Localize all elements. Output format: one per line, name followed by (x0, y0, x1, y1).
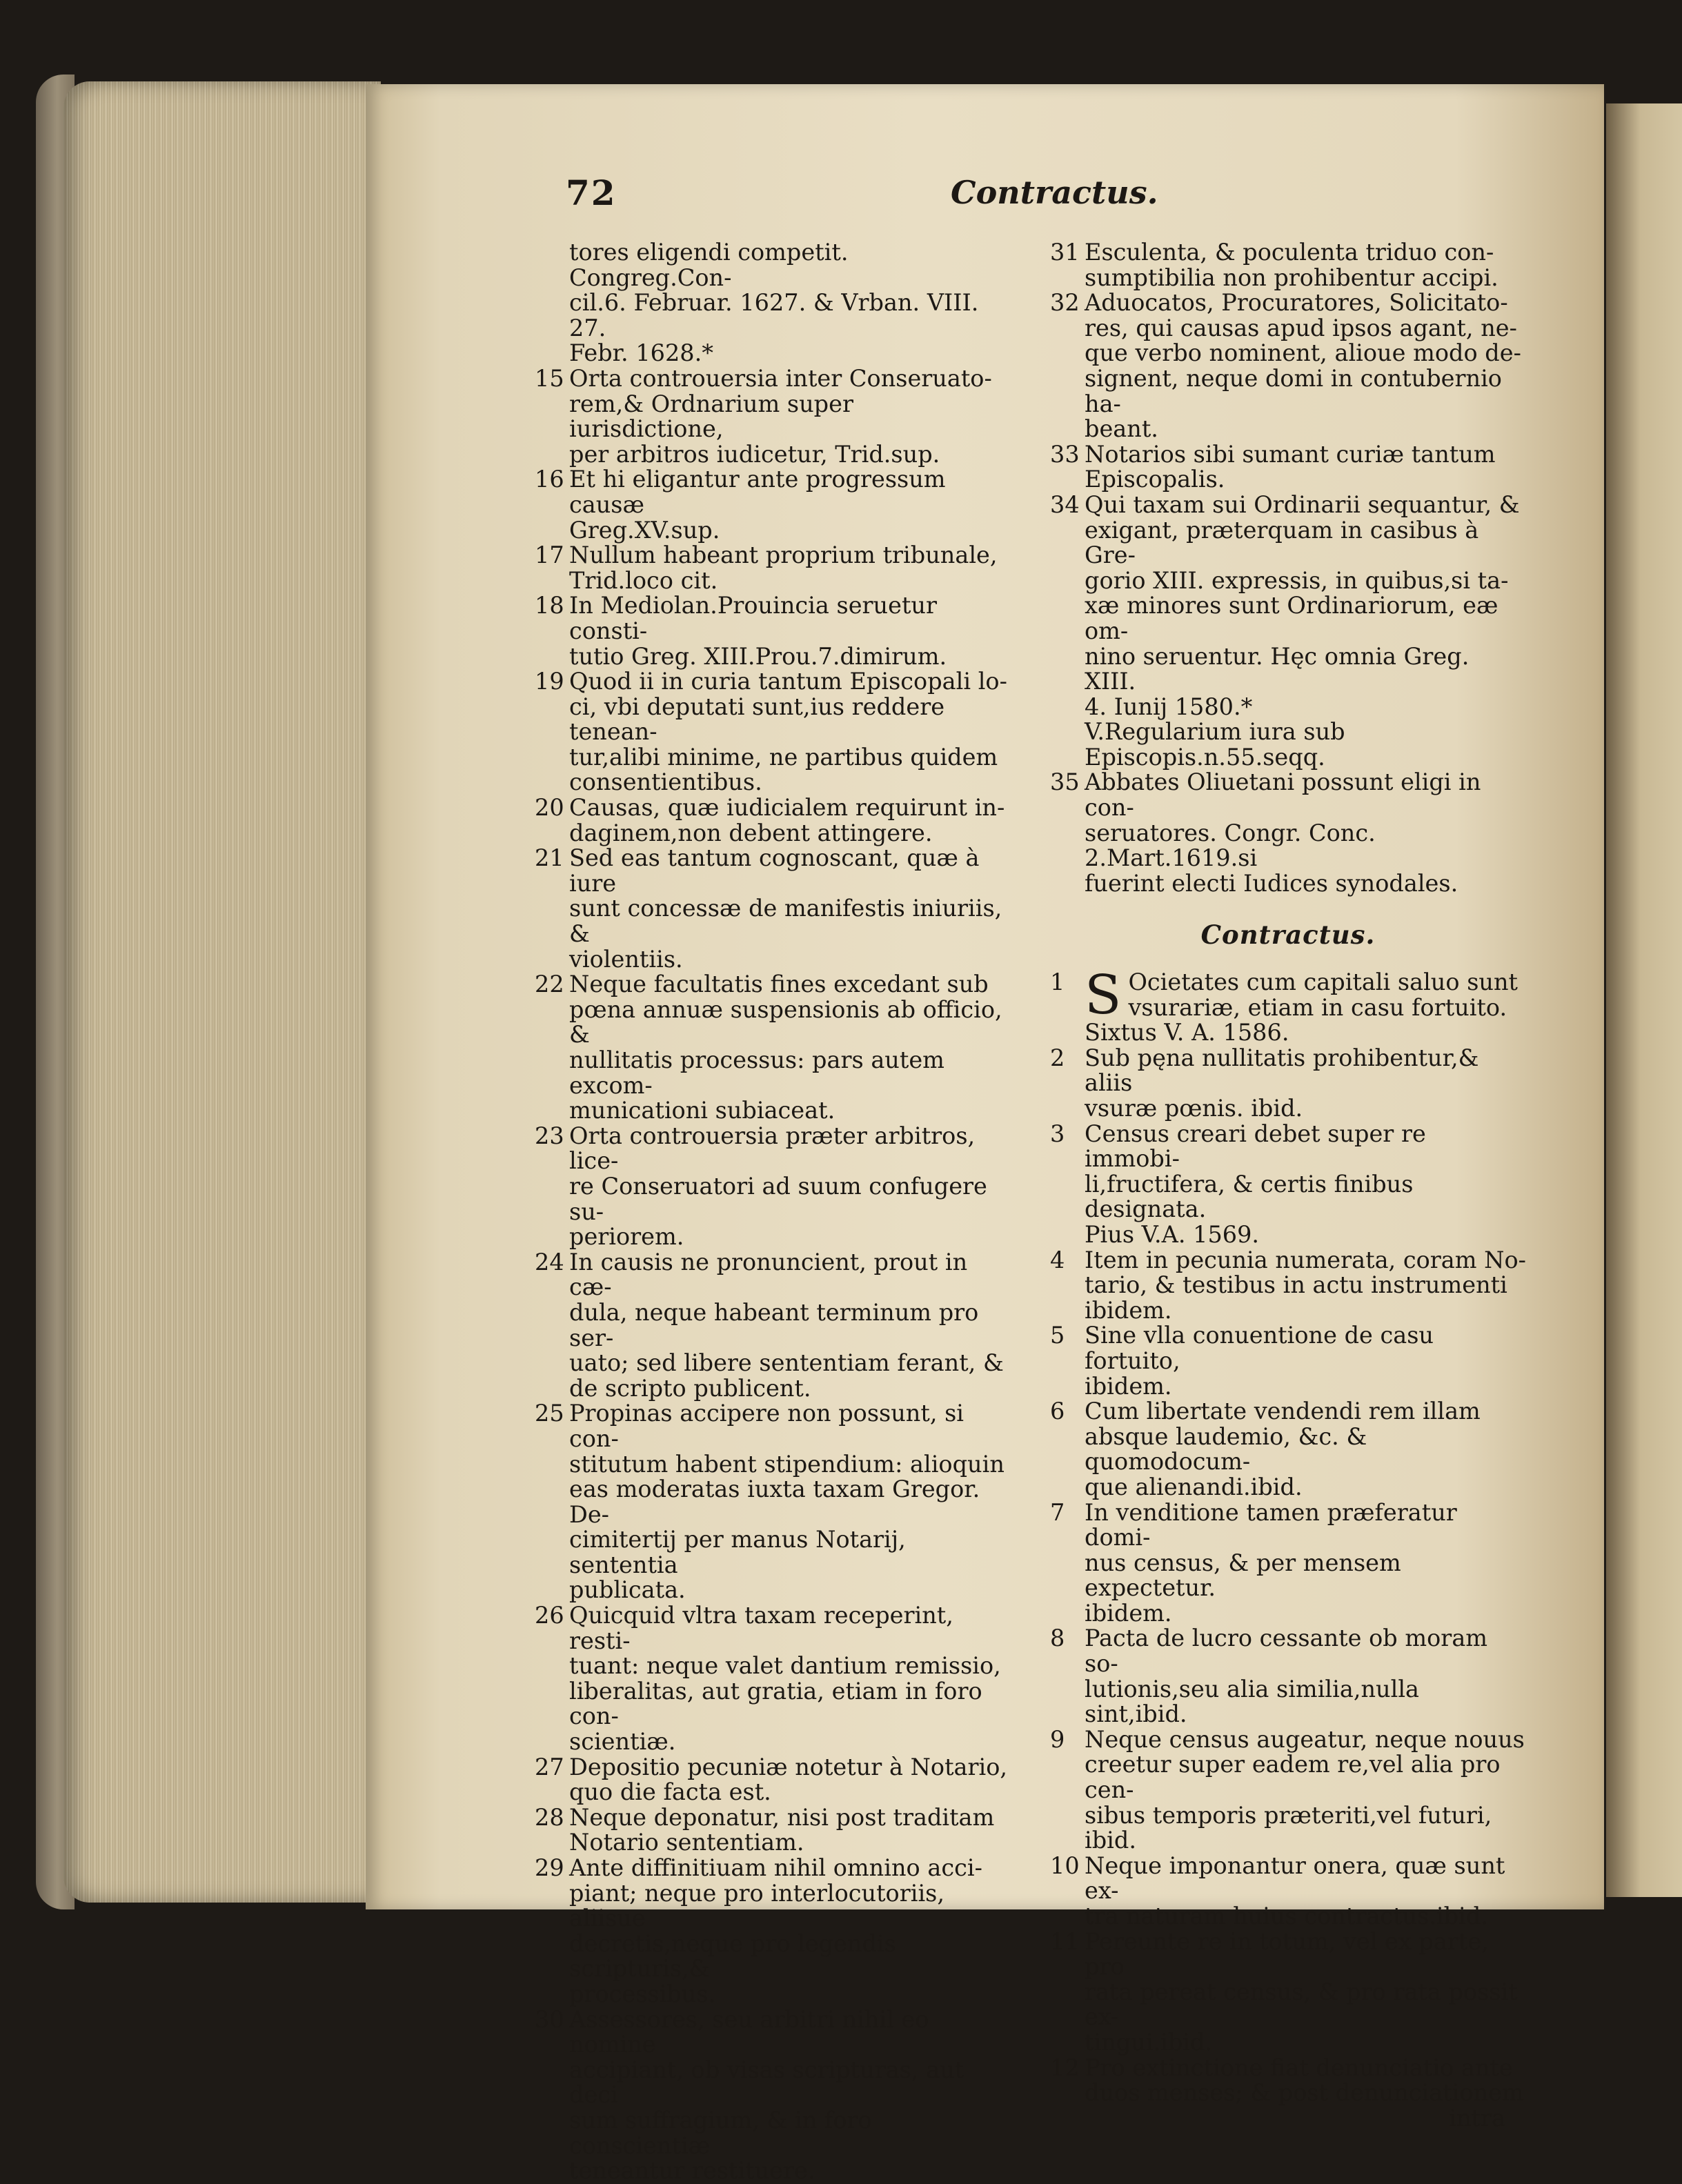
entry-number: 8 (1050, 1625, 1065, 1652)
left-entry (535, 972, 1011, 1124)
entry-line: nus census, & per mensem expectetur. (1085, 1549, 1401, 1602)
entry-number: 32 (1050, 289, 1080, 317)
entry-line: Sub pęna nullitatis prohibentur,& aliis (1085, 1044, 1479, 1097)
right-entry (1050, 442, 1526, 493)
page-number: 72 (566, 172, 617, 213)
page-block-edges (63, 81, 381, 1903)
entry-line: de scripto publicent. (569, 1374, 811, 1402)
entry-line: stitutum habent stipendium: alioquin (569, 1450, 1005, 1478)
entry-line: Propinas accipere non possunt, si con- (569, 1400, 964, 1452)
continuation-line: cil.6. Februar. 1627. & Vrban. VIII. 27. (569, 289, 979, 341)
entry-line: Pereunte re in totum, vel ex parte, pro (1085, 1927, 1489, 1981)
entry-line: beant. (1085, 415, 1158, 443)
entry-number: 34 (1050, 490, 1080, 518)
entry-line: li,fructifera, & certis finibus designata. (1085, 1170, 1414, 1223)
entry-number: 22 (535, 971, 564, 998)
left-entry (535, 795, 1011, 846)
entry-number: 9 (1050, 1725, 1065, 1753)
contractus-entry (1050, 964, 1526, 1046)
entry-line: eas moderatas iuxta taxam Gregor. De- (569, 1476, 980, 1528)
entry-line: piant; neque pro interlocutoriis, aliisue (569, 1879, 944, 1932)
entry-line: rata pereat census, & pro rata possit ex- (1085, 1978, 1518, 2031)
entry-line: cimitertij per manus Notarij, sententia (569, 1526, 906, 1578)
entry-line: ibidem. (1085, 1599, 1172, 1627)
entry-line: Pacta de lucro cessante ob moram so- (1085, 1625, 1488, 1678)
entry-line: lutionis,seu alia similia,nulla sint,ibid. (1085, 1675, 1420, 1728)
entry-line: publicata. (569, 1576, 686, 1604)
entry-number: 18 (535, 592, 564, 619)
entry-number: 20 (535, 794, 564, 822)
left-entry (535, 669, 1011, 795)
contractus-entry (1050, 1626, 1526, 1727)
entry-line: absque laudemio, &c. & quomodocum- (1085, 1422, 1367, 1476)
entry-line: Trid.loco cit. (569, 566, 718, 594)
entry-number: 29 (535, 1854, 564, 1881)
contractus-entry (1050, 1399, 1526, 1500)
entry-line: Item in pecunia numerata, coram No- (1085, 1246, 1526, 1273)
entry-line: Neque imponantur onera, quæ sunt ex- (1085, 1852, 1505, 1905)
entry-number: 33 (1050, 440, 1080, 468)
entry-line: tingui.ibid. (1085, 2028, 1213, 2056)
entry-line: Neque deponatur, nisi post traditam (569, 1803, 995, 1831)
entry-number: 35 (1050, 768, 1080, 796)
page-header-title: Contractus. (951, 174, 1158, 211)
entry-line: dula, neque habeant terminum pro ser- (569, 1298, 979, 1351)
entry-number: 25 (535, 1400, 564, 1427)
entry-number: 27 (535, 1753, 564, 1780)
entry-number: 26 (535, 1602, 564, 1629)
continuation-line: tores eligendi competit. Congreg.Con- (569, 239, 849, 291)
entry-number: 3 (1050, 1120, 1065, 1147)
entry-line: sum suffragium, & in foro conscientiæ (569, 2106, 872, 2159)
left-column (535, 240, 1011, 2184)
left-entry (535, 2007, 1011, 2184)
entry-number: 12 (1050, 2054, 1080, 2081)
entry-line: ibidem. (1085, 1372, 1172, 1400)
entry-number: 19 (535, 668, 564, 695)
right-column (1050, 240, 1526, 2131)
entry-number: 4 (1050, 1246, 1065, 1273)
entry-line: scientiæ. (569, 1728, 676, 1756)
entry-line: Notarios sibi sumant curiæ tantum (1085, 440, 1496, 468)
section-title: Contractus. (1200, 920, 1376, 951)
left-entry (535, 1603, 1011, 1755)
entry-line: V.Regularium iura sub Episcopis.n.55.seqq. (1085, 718, 1345, 771)
entry-number: 17 (535, 542, 564, 569)
drop-capital: S (1085, 964, 1122, 1027)
entry-line: decretis,neque pro legendis scripturis,& (569, 1929, 896, 1983)
entry-line: municationi subiaceat. (569, 1097, 835, 1124)
entry-line: vsurariæ, etiam in casu fortuito. (1128, 993, 1507, 1021)
entry-line: vsuræ pœnis. ibid. (1085, 1095, 1303, 1122)
entry-number: 24 (535, 1248, 564, 1275)
entry-line: que alienandi.ibid. (1085, 1473, 1303, 1500)
entry-number: 23 (535, 1122, 564, 1149)
entry-line: tur,alibi minime, ne partibus quidem (569, 743, 998, 771)
entry-line: Sed eas tantum cognoscant, quæ à iure (569, 844, 980, 897)
entry-line: violentiis. (569, 945, 683, 973)
entry-line: accipiant, ob visas scripturas, aut deci (569, 2056, 964, 2109)
entry-line: 4. Iunij 1580.* (1085, 693, 1253, 720)
entry-line: rem,& Ordnarium super iurisdictione, (569, 390, 853, 443)
entry-line: exigant, præterquam in casibus à Gre- (1085, 516, 1479, 569)
left-entry (535, 1401, 1011, 1603)
left-entry (535, 1250, 1011, 1402)
contractus-entry (1050, 1727, 1526, 1854)
entry-number: 31 (1050, 239, 1080, 266)
entry-line: duos menses; & post denunciationem (1085, 2079, 1524, 2107)
entry-line: nino seruentur. Hęc omnia Greg. XIII. (1085, 642, 1470, 695)
entry-number: 6 (1050, 1398, 1065, 1425)
entry-line: Sixtus V. A. 1586. (1085, 1019, 1289, 1046)
entry-line: uato; sed libere sententiam ferant, & (569, 1349, 1004, 1377)
entry-line: xæ minores sunt Ordinariorum, eæ om- (1085, 592, 1498, 644)
contractus-entry (1050, 1122, 1526, 1248)
entry-line: res, qui causas apud ipsos agant, ne- (1085, 314, 1517, 341)
entry-line: Abbates Oliuetani possunt eligi in con- (1085, 768, 1481, 822)
entry-line: seruatores. Congr. Conc. 2.Mart.1619.si (1085, 819, 1376, 872)
entry-line: Quod ii in curia tantum Episcopali lo- (569, 668, 1007, 695)
entry-line: Episcopalis. (1085, 466, 1225, 493)
left-entry (535, 846, 1011, 972)
entry-line: Ocietates cum capitali saluo sunt (1128, 969, 1518, 996)
right-entry (1050, 240, 1526, 290)
entry-line: In causis ne pronuncient, prout in cæ- (569, 1248, 968, 1301)
entry-line: pœna annuæ suspensionis ab officio, & (569, 995, 1002, 1049)
continuation-line: Febr. 1628.* (569, 339, 713, 367)
entry-line: sumptibilia non prohibentur accipi. (1085, 264, 1498, 291)
entry-line: quo die facta est. (569, 1778, 771, 1806)
entry-number: 11 (1050, 1927, 1080, 1955)
entry-line: Sine vlla conuentione de casu fortuito, (1085, 1322, 1434, 1374)
entry-line: Orta controuersia inter Conseruato- (569, 364, 992, 392)
entry-line: per arbitros iudicetur, Trid.sup. (569, 440, 940, 468)
right-entry (1050, 770, 1526, 896)
entry-line: fuerint electi Iudices synodales. (1085, 869, 1458, 897)
right-entry (1050, 290, 1526, 442)
contractus-entry (1050, 1500, 1526, 1627)
entry-line: tutio Greg. XIII.Prou.7.dimirum. (569, 642, 947, 670)
entry-line: Esculenta, & poculenta triduo con- (1085, 239, 1494, 266)
entry-line: creetur super eadem re,vel alia pro cen- (1085, 1751, 1501, 1804)
contractus-entry (1050, 1929, 1526, 2056)
entry-number: 5 (1050, 1322, 1065, 1349)
entry-line: que verbo nominent, alioue modo de- (1085, 339, 1521, 367)
entry-line: ibidem. (1085, 1296, 1172, 1324)
entry-line: Orta controuersia præter arbitros, lice- (569, 1122, 976, 1175)
entry-number: 21 (535, 844, 564, 872)
facing-page-edge (1606, 103, 1682, 1897)
contractus-entry (1050, 1323, 1526, 1399)
entry-line: Causas, quæ iudicialem requirunt in- (569, 794, 1005, 822)
entry-line: Pius V.A. 1569. (1085, 1220, 1260, 1248)
contractus-entry (1050, 1248, 1526, 1324)
entry-number: 7 (1050, 1498, 1065, 1526)
entry-line: nullitatis processus: pars autem excom- (569, 1046, 944, 1099)
entry-line: ci, vbi deputati sunt,ius reddere tenean- (569, 693, 945, 746)
catchword: intra (1449, 2104, 1505, 2132)
left-entry (535, 366, 1011, 467)
entry-line: Qui taxam sui Ordinarii sequantur, & (1085, 490, 1520, 518)
entry-line: sunt concessæ de manifestis iniuriis, & (569, 895, 1002, 948)
entry-line: Quicquid vltra taxam receperint, resti- (569, 1602, 953, 1654)
entry-line: Et hi eligantur ante progressum causæ (569, 466, 946, 518)
entry-line: signent, neque domi in contubernio ha- (1085, 364, 1502, 417)
left-entry (535, 593, 1011, 669)
entry-line: tario, & testibus in actu instrumenti (1085, 1271, 1507, 1299)
entry-line: periorem. (569, 1223, 684, 1251)
entry-number: 28 (535, 1803, 564, 1831)
right-entry (1050, 490, 1526, 771)
left-entry (535, 1755, 1011, 1805)
entry-line: Assessores, seu arbitri nihil eo nomine (569, 2005, 929, 2058)
entry-line: Neque census augeatur, neque nouus (1085, 1725, 1525, 1753)
entry-line: gorio XIII. expressis, in quibus,si ta- (1085, 566, 1509, 594)
left-entry (535, 1124, 1011, 1250)
entry-number: 30 (535, 2005, 564, 2033)
entry-number: 16 (535, 466, 564, 493)
entry-line: tuant: neque valet dantium remissio, (569, 1652, 1001, 1680)
entry-line: Ante diffinitiuam nihil omnino acci- (569, 1854, 982, 1881)
entry-line: Notario sententiam. (569, 1829, 804, 1856)
left-entry (535, 1856, 1011, 2007)
entry-number: 2 (1050, 1044, 1065, 1071)
entry-number: 1 (1050, 969, 1065, 996)
left-entry (535, 543, 1011, 593)
running-head (566, 172, 1158, 228)
entry-line: Pro extinctione fiat denunciatio ante (1085, 2054, 1513, 2081)
entry-line: Greg.XV.sup. (569, 516, 720, 544)
contractus-entry (1050, 2056, 1526, 2106)
left-entry (535, 1805, 1011, 1856)
entry-line: re Conseruatori ad suum confugere su- (569, 1172, 987, 1225)
entry-number: 10 (1050, 1852, 1080, 1879)
entry-line: Census creari debet super re immobi- (1085, 1120, 1426, 1173)
entry-line: Cum libertate vendendi rem illam (1085, 1398, 1481, 1425)
left-entry (535, 467, 1011, 543)
entry-line: Aduocatos, Procuratores, Solicitato- (1085, 289, 1508, 317)
entry-line: Neque facultatis fines excedant sub (569, 971, 989, 998)
entry-line: teneantur restituere. (569, 2157, 815, 2184)
entry-line: In Mediolan.Prouincia seruetur consti- (569, 592, 937, 644)
entry-number: 15 (535, 364, 564, 392)
contractus-entry (1050, 1046, 1526, 1122)
entry-line: tra naturam huius contractus.ibid. (1085, 1903, 1488, 1929)
entry-line: processibus. (569, 1980, 716, 2007)
contractus-entry (1050, 1854, 1526, 1929)
entry-line: liberalitas, aut gratia, etiam in foro con- (569, 1677, 982, 1730)
entry-line: In venditione tamen præferatur domi- (1085, 1498, 1457, 1551)
entry-line: Depositio pecuniæ notetur à Notario, (569, 1753, 1008, 1780)
entry-line: Nullum habeant proprium tribunale, (569, 542, 998, 569)
entry-line: sibus temporis præteriti,vel futuri, ibid. (1085, 1801, 1492, 1854)
entry-line: consentientibus. (569, 768, 762, 796)
entry-line: daginem,non debent attingere. (569, 819, 933, 846)
